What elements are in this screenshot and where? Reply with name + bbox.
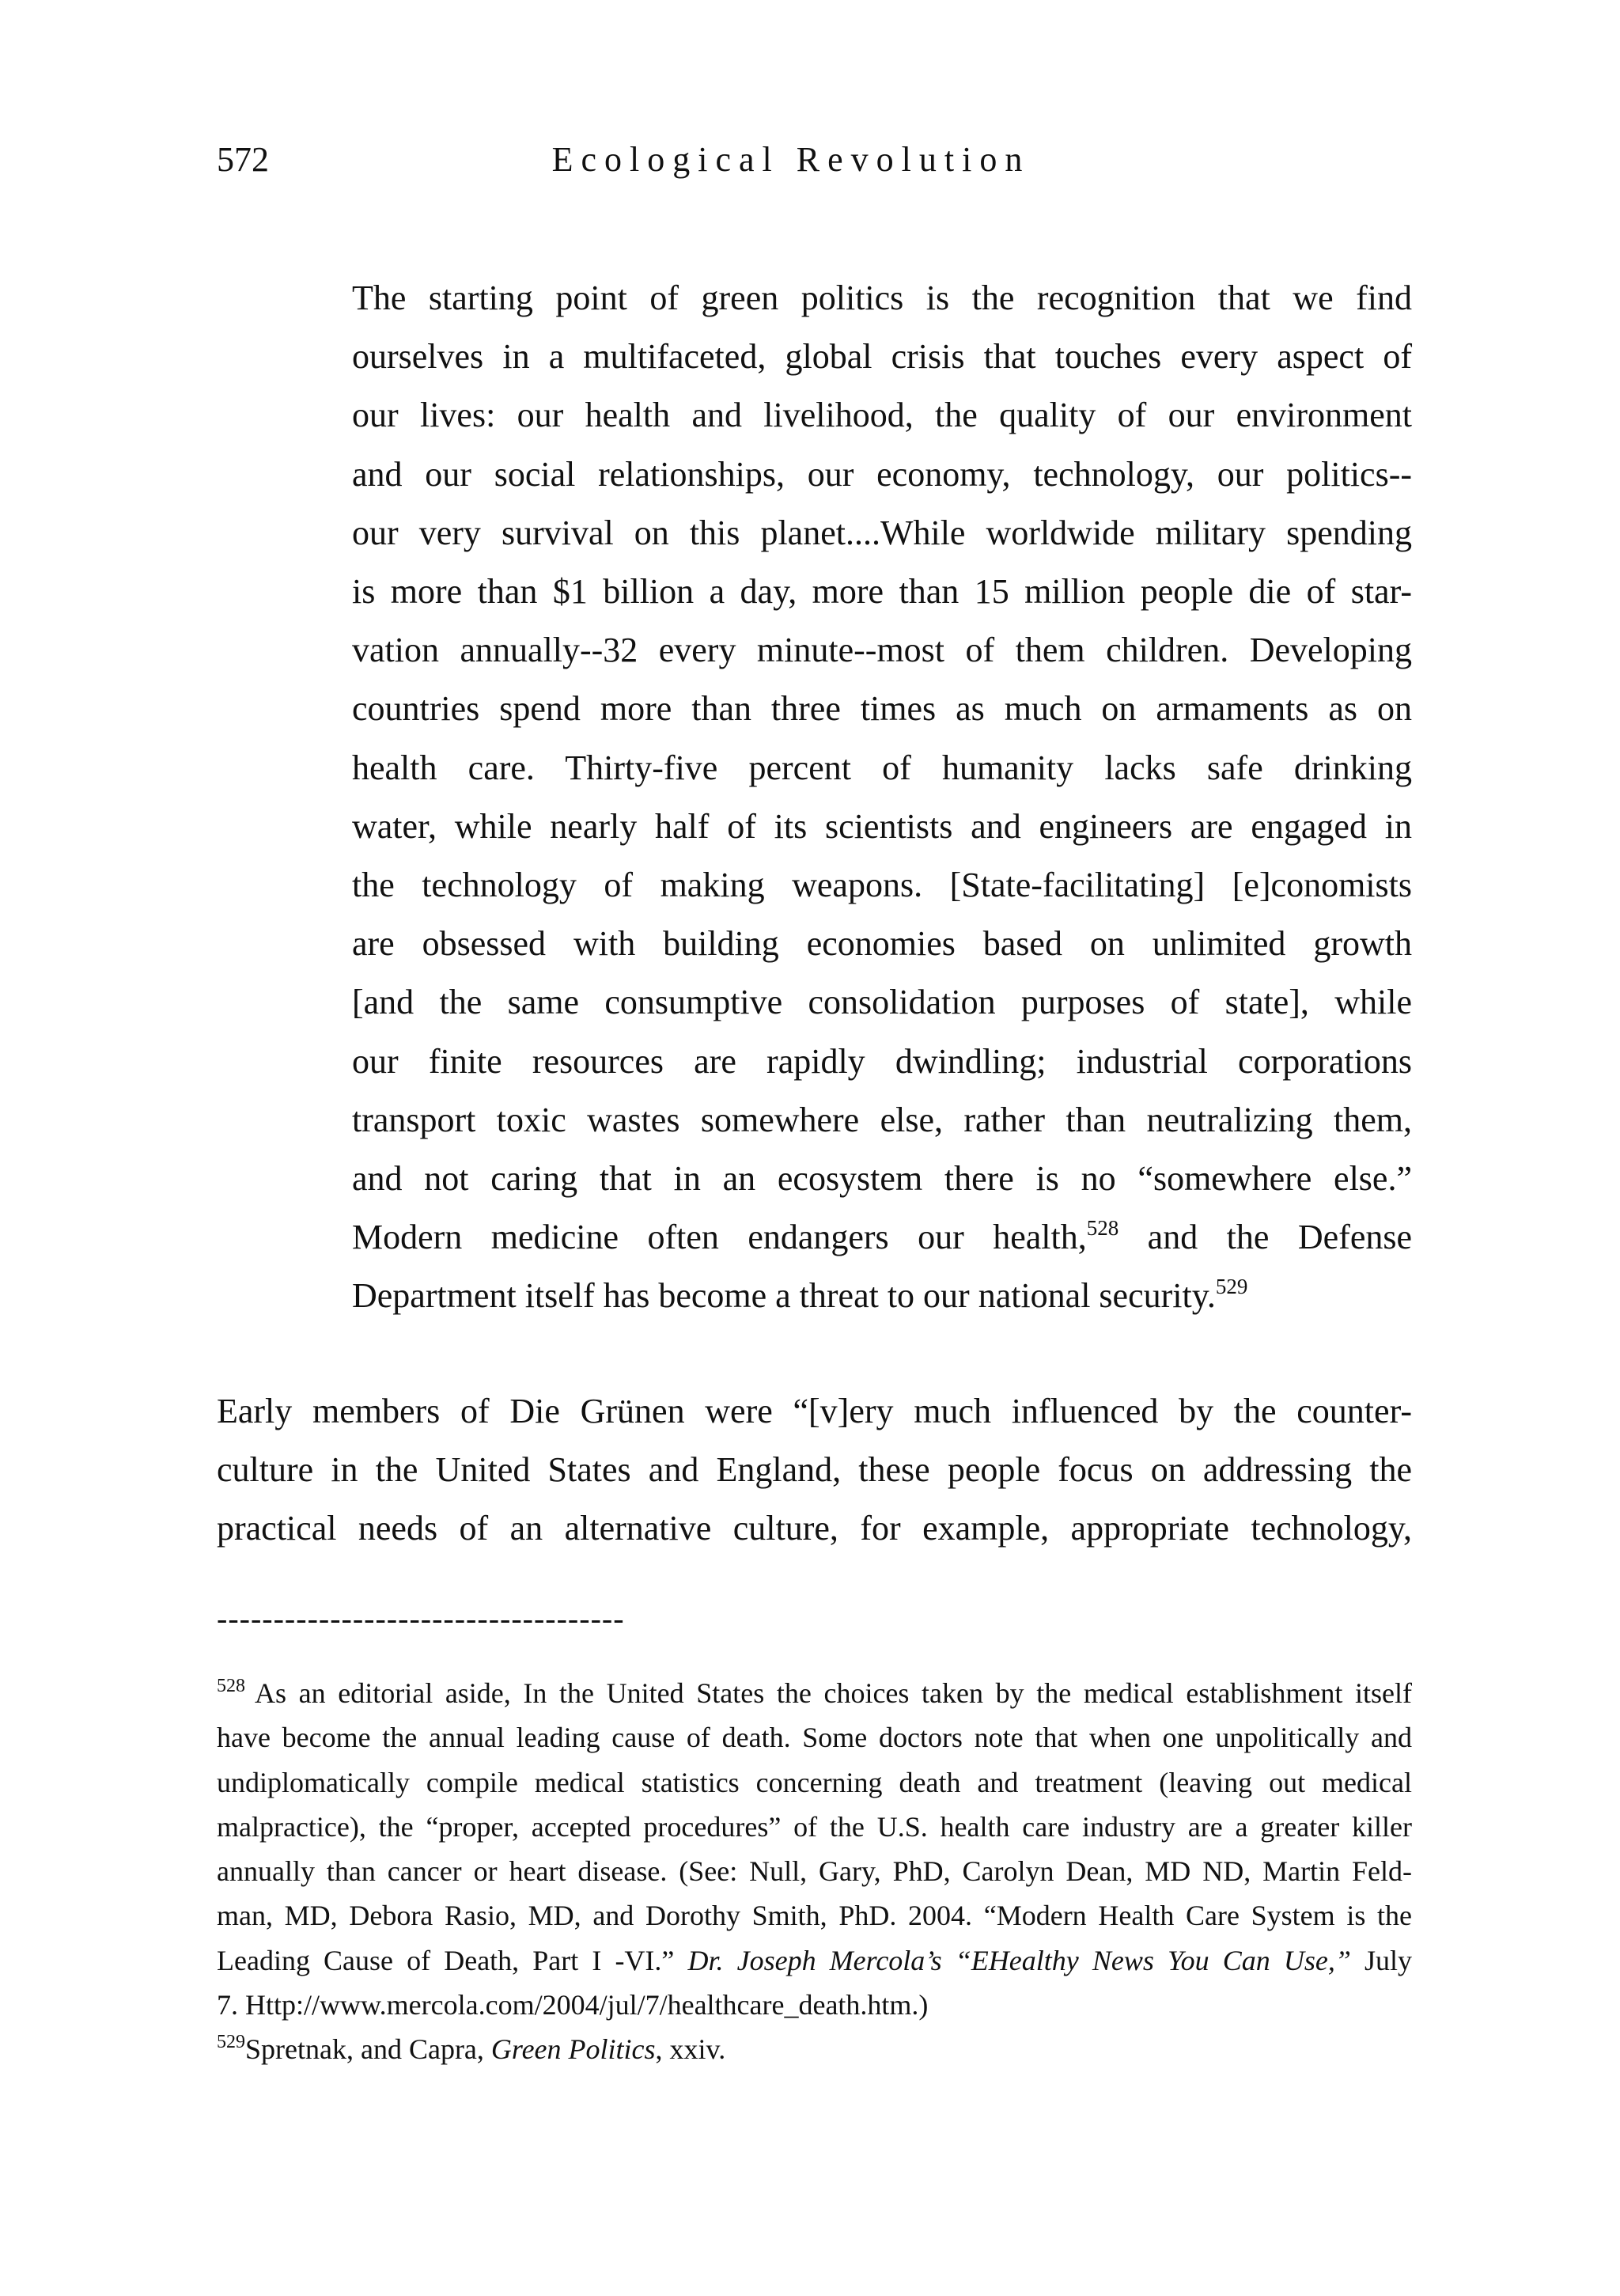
footnote-line [217,1938,1412,1983]
footnotes [217,1671,1412,2072]
quote-line: and not caring that in an ecosystem there is no “somewhere else.” [352,1159,1412,1199]
quote-line: are obsessed with building economies based on unlimited growth [352,924,1412,964]
quote-line: health care. Thirty-five percent of humanity lacks safe drinking [352,748,1412,787]
body-line: Early members of Die Grünen were “[v]ery much influenced by the counter- [217,1392,1412,1430]
footnote-line [217,1671,1412,1715]
footnote-528 [217,1671,1412,2027]
footnote-text: Leading Cause of Death, Part I -VI.” [217,1944,688,1976]
body-line: practical needs of an alternative culture, for example, appropriate technology, [217,1509,1412,1548]
footnote-line: man, MD, Debora Rasio, MD, and Dorothy Smith, PhD. 2004. “Modern Health Care System is the [217,1900,1412,1932]
book-title: Green Politics [490,2033,656,2066]
body-line: culture in the United States and England, these people focus on addressing the [217,1450,1412,1489]
source-title: Dr. Joseph Mercola’s “EHealthy News You Can Use,” [687,1944,1351,1976]
quote-line: countries spend more than three times as much on armaments as on [352,689,1412,729]
quote-line: our lives: our health and livelihood, the quality of our environment [352,396,1412,435]
footnote-line: undiplomatically compile medical statistics concerning death and treatment (leaving out medical [217,1766,1412,1798]
footnote-text: As an editorial aside, In the United States the choices taken by the medical establishment itself [255,1677,1412,1709]
quote-line: ourselves in a multifaceted, global crisis that touches every aspect of [352,337,1412,377]
footnote-reference-529[interactable]: 529 [1215,1275,1248,1299]
footnote-text: , xxiv. [655,2033,726,2066]
page-number: 572 [217,140,269,179]
quote-line: transport toxic wastes somewhere else, rather than neutralizing them, [352,1100,1412,1139]
quote-line: water, while nearly half of its scientists and engineers are engaged in [352,806,1412,846]
footnote-url-line: 7. Http://www.mercola.com/2004/jul/7/healthcare_death.htm.) [217,1989,929,2021]
footnote-text: Spretnak, and Capra, [245,2033,491,2066]
quote-line: our very survival on this planet....While worldwide military spending [352,513,1412,552]
quote-text: Department itself has become a threat to our national security. [352,1276,1216,1316]
footnote-line: malpractice), the “proper, accepted procedures” of the U.S. health care industry are a greater killer [217,1810,1412,1843]
footnote-529 [217,2027,1412,2071]
footnote-line: have become the annual leading cause of death. Some doctors note that when one unpolitically and [217,1722,1412,1754]
quote-text: and the Defense [1118,1218,1412,1257]
quote-line: [and the same consumptive consolidation purposes of state], while [352,983,1412,1022]
running-title: Ecological Revolution [551,140,1031,179]
footnote-reference-528[interactable]: 528 [1086,1216,1119,1241]
quote-line [352,1267,1412,1325]
footnote-text: July [1350,1944,1412,1976]
footnote-separator: ------------------------------------ [217,1601,625,1636]
quote-line: is more than $1 billion a day, more than 15 million people die of star- [352,572,1412,612]
block-quote [352,269,1412,1326]
body-paragraph [217,1382,1412,1558]
footnote-line: annually than cancer or heart disease. (See: Null, Gary, PhD, Carolyn Dean, MD ND, Martin Feld- [217,1855,1412,1888]
quote-line: and our social relationships, our economy, technology, our politics-- [352,454,1412,494]
quote-line [352,1208,1412,1267]
quote-text: Modern medicine often endangers our health, [352,1218,1087,1257]
quote-line: the technology of making weapons. [State-facilitating] [e]conomists [352,866,1412,905]
quote-line: The starting point of green politics is the recognition that we find [352,278,1412,317]
quote-line: our finite resources are rapidly dwindling; industrial corporations [352,1041,1412,1081]
footnote-number: 529 [217,2032,245,2053]
quote-line: vation annually--32 every minute--most of them children. Developing [352,631,1412,670]
footnote-number: 528 [217,1676,245,1696]
footnote-line [217,2027,1412,2071]
